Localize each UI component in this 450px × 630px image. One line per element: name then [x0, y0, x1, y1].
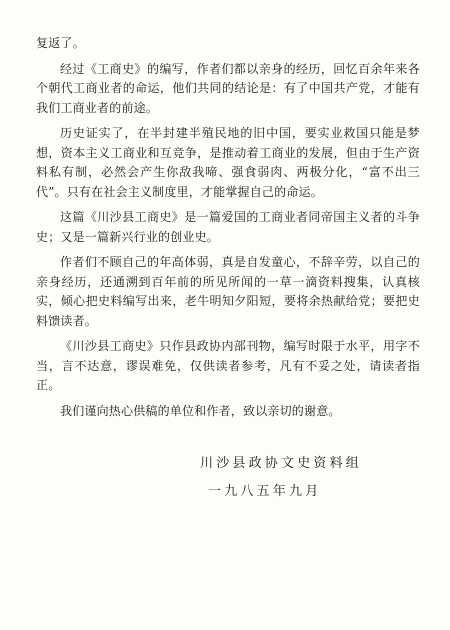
- signature-date: 一九八五年九月: [208, 484, 322, 499]
- paragraph-thanks: 我们谨向热心供稿的单位和作者，致以亲切的谢意。: [60, 403, 341, 418]
- signature-block: [200, 453, 420, 503]
- paragraph-writing-experience: 经过《工商史》的编写，作者们都以亲身的经历，回忆百余年来各个朝代工商业者的命运，他们共同的结论是：有了中国共产党，才能有我们工商业者的前途。: [36, 61, 420, 115]
- paragraph-book-description: 这篇《川沙县工商史》是一篇爱国的工商业者同帝国主义者的斗争史；又是一篇新兴行业的创业史。: [36, 210, 420, 244]
- paragraph-authors-effort: 作者们不顾自己的年高体弱，真是自发童心，不辞辛劳，以自己的亲身经历，还通溯到百年前的所见所闻的一草一滴资料搜集，认真核实，倾心把史料编写出来，老牛明知夕阳短，要将余热献给党；要把史料馈读者。: [36, 255, 420, 328]
- paragraph-continuation: 复返了。: [36, 36, 85, 50]
- signature-organization: 川沙县政协文史资料组: [200, 456, 363, 471]
- body-text: [36, 34, 420, 427]
- paragraph-internal-publication: 《川沙县工商史》只作县政协内部刊物，编写时限于水平，用字不当，言不达意，谬误难免，仅供读者参考，凡有不妥之处，请读者指正。: [36, 339, 420, 392]
- paragraph-history-proves: 历史证实了，在半封建半殖民地的旧中国，要实业救国只能是梦想，资本主义工商业和互竞争，是推动着工商业的发展，但由于生产资料私有制，必然会产生你敌我啼、强食弱肉、两极分化，“富不出三代”。只有在社会主义制度里，才能掌握自己的命运。: [36, 126, 420, 199]
